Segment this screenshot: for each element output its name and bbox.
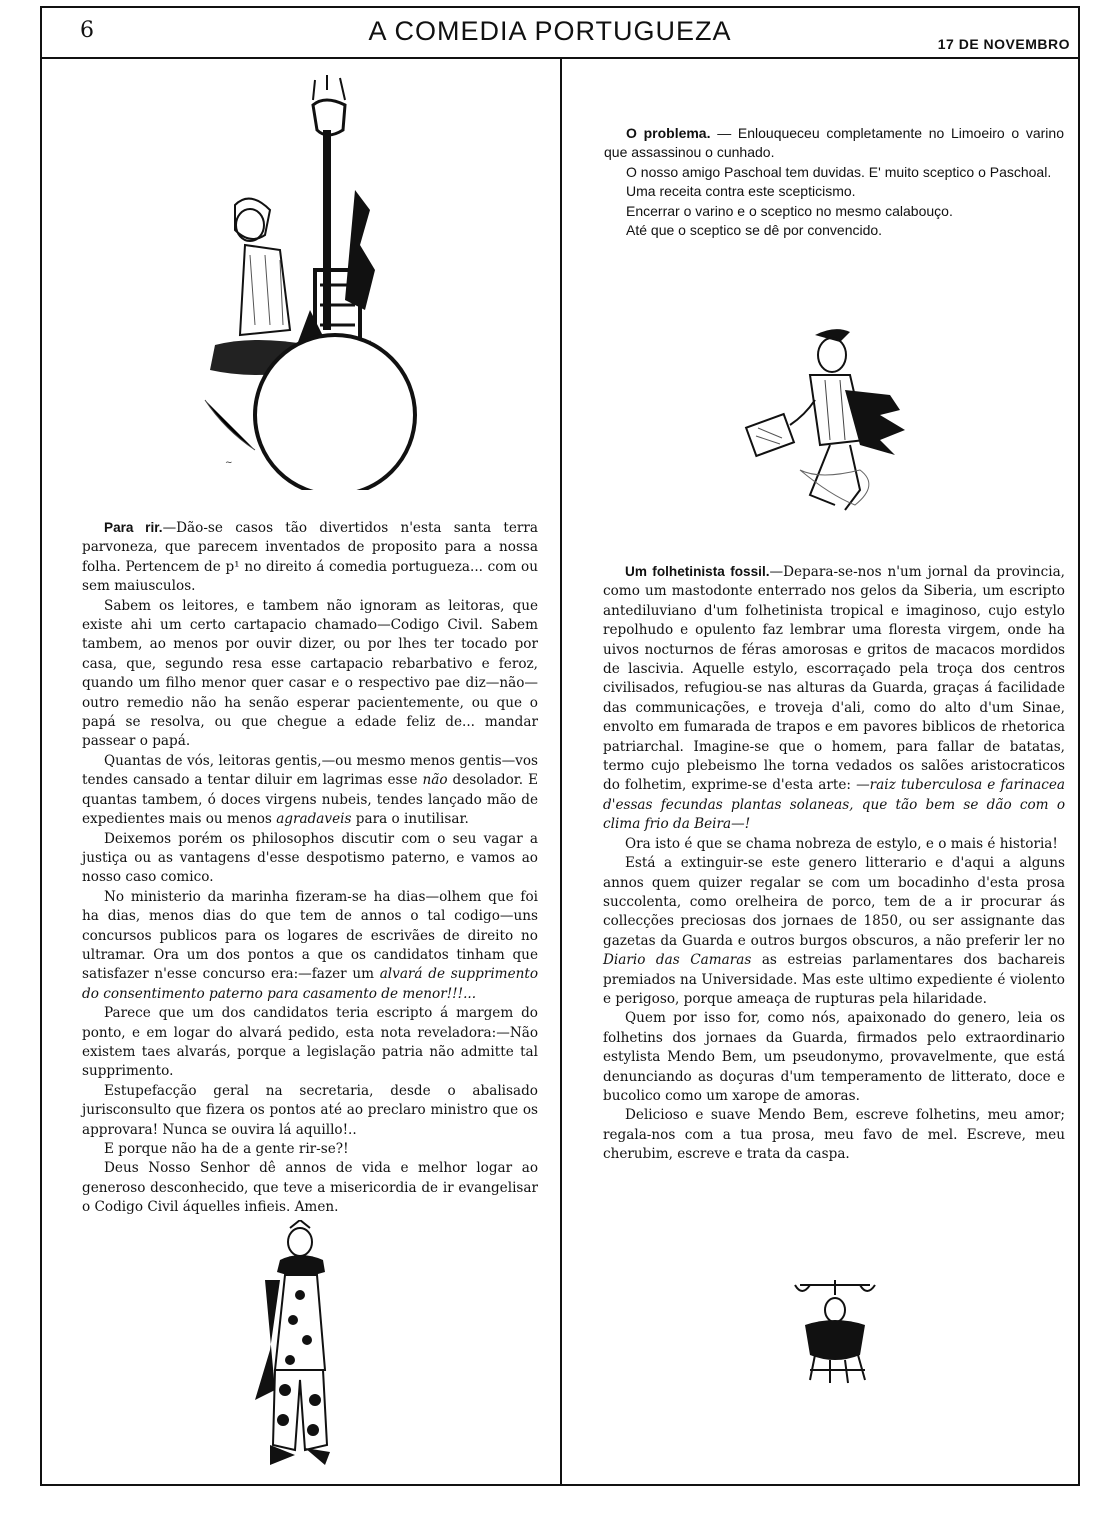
para-rir-p8: E porque não ha de a gente rir-se?! xyxy=(104,1141,349,1157)
problema-l4: Encerrar o varino e o sceptico no mesmo calabouço. xyxy=(626,202,953,219)
column-divider xyxy=(560,57,562,1486)
problema-l2: O nosso amigo Paschoal tem duvidas. E' muito sceptico o Paschoal. xyxy=(626,163,1052,180)
article-problema xyxy=(604,124,1064,240)
scale-figure-illustration xyxy=(780,1275,890,1385)
article-folhetinista: Um folhetinista fossil.—Depara-se-nos n'um jornal da provincia, como um mastodonte enterrado nos gelos da Siberia, um escripto antediluviano d'um folhetinista tropical e imaginoso, cujo estylo repolhudo e opulento faz lembrar uma floresta virgem, onde ha uivos nocturnos de féras amorosas e gritos de macacos mordidos de lascivia. Aquelle estylo, escorraçado pela troça dos centros civilisados, refugiou-se nas alturas da Guarda, graças á facilidade das communicações, e troveja d'ali, como do alto d'um Sinae, envolto em fumarada de trapos e em pavores biblicos de rhetorica patriarchal. Imagine-se que o homem, para fallar de batatas, termo cujo plebeismo lhe torna vedados os salões aristocraticos do folhetim, exprime-se d'esta arte: —raiz tuberculosa e farinacea d'essas fecundas plantas solaneas, que tão bem se dão com o clima frio da Beira—! Ora isto é que se chama nobreza de estylo, e o mais é historia! Está a extinguir-se este genero litterario e d'aqui a alguns annos quem quizer regalar se com um bocadinho d'esta prosa succolenta, como orelheira de porco, tem de a ir procurar ás collecções preciosas dos jornaes de 1850, ou ser assignante das gazetas da Guarda e outros burgos obscuros, a não preferir ler no Diario das Camaras as estreias parlamentares dos bachareis premiados na Universidade. Mas este ultimo expediente é violento e perigoso, porque ameaça de rupturas pela hilaridade. Quem por isso for, como nós, apaixonado do genero, leia os folhetins dos jornaes da Guarda, firmados pelo extraordinario estylista Mendo Bem, um pseudonymo, provavelmente, que está denunciando as doçuras d'um temperamento de litterato, doce e bucolico como um xarope de amoras. Delicioso e suave Mendo Bem, escreve folhetins, meu amor; regala-nos com a tua prosa, meu favo de mel. Escreve, meu cherubim, escreve e trata da caspa. xyxy=(603,562,1065,1165)
problema-l3: Uma receita contra este scepticismo. xyxy=(626,183,856,200)
heading-para-rir: Para rir. xyxy=(104,520,163,535)
folhetinista-p5: Delicioso e suave Mendo Bem, escreve folhetins, meu amor; regala-nos com a tua prosa, meu favo de mel. Escreve, meu cherubim, escreve e trata da caspa. xyxy=(603,1107,1065,1163)
lamp-woman-illustration xyxy=(195,70,445,490)
problema-l1: — Enlouqueceu completamente no Limoeiro o varino que assassinou o cunhado. xyxy=(604,125,1064,161)
para-rir-p3: Quantas de vós, leitoras gentis,—ou mesmo menos gentis—vos tendes cansado a tentar diluir em lagrimas esse não desolador. E quantas tambem, ó doces virgens nubeis, tendes lançado mão de expedientes mais ou menos agradaveis para o inutilisar. xyxy=(82,752,539,828)
heading-problema: O problema. xyxy=(626,125,711,141)
para-rir-p1: —Dão-se casos tão divertidos n'esta santa terra parvoneza, que parecem inventados de proposito para a nossa folha. Pertencem de p¹ no direito á comedia portugueza... com ou sem maiusculos. xyxy=(82,520,539,595)
heading-folhetinista: Um folhetinista fossil. xyxy=(625,564,770,579)
folhetinista-p2: Ora isto é que se chama nobreza de estylo, e o mais é historia! xyxy=(625,835,1058,852)
para-rir-p5: No ministerio da marinha fizeram-se ha dias—olhem que foi ha dias, menos dias do que tem de annos o tal codigo—uns concursos publicos para os logares de escrivães de direito no ultramar. Ora um dos pontos a que os candidatos tinham que satisfazer n'esse concurso era:—fazer um alvará de supprimento do consentimento paterno para casamento de menor!!!... xyxy=(82,888,539,1002)
masthead-title: A COMEDIA PORTUGUEZA xyxy=(368,16,732,46)
clown-illustration xyxy=(245,1220,375,1480)
para-rir-p9: Deus Nosso Senhor dê annos de vida e melhor logar ao generoso desconhecido, que teve a misericordia de ir evangelisar o Codigo Civil áquelles infieis. Amen. xyxy=(82,1160,538,1216)
issue-date: 17 DE NOVEMBRO xyxy=(937,36,1070,52)
folhetinista-p3: Está a extinguir-se este genero litterario e d'aqui a alguns annos quem quizer regalar se com um bocadinho d'esta prosa succolenta, como orelheira de porco, tem de a ir procurar ás collecções preciosas dos jornaes de 1850, ou ser assignante das gazetas da Guarda e outros burgos obscuros, a não preferir ler no Diario das Camaras as estreias parlamentares dos bachareis premiados na Universidade. Mas este ultimo expediente é violento e perigoso, porque ameaça de rupturas pela hilaridade. xyxy=(603,855,1065,1007)
para-rir-p4: Deixemos porém os philosophos discutir com o seu vagar a justiça ou as vantagens d'esse despotismo paterno, e vamos ao nosso caso comico. xyxy=(82,830,538,886)
para-rir-p2: Sabem os leitores, e tambem não ignoram as leitoras, que existe ahi um certo cartapacio chamado—Codigo Civil. Sabem tambem, ao menos por ouvir dizer, ou por lhes ter tocado por casa, que, segundo resa esse cartapacio rebarbativo e feroz, quando um filho menor quer casar e o respectivo pae diz—não—outro remedio não ha senão esperar pacientemente, ou que o papá se resolva, ou que chegue a edade feliz de... mandar passear o papá. xyxy=(82,597,538,750)
running-man-illustration xyxy=(740,320,950,530)
problema-l5: Até que o sceptico se dê por convencido. xyxy=(626,222,883,239)
folhetinista-p4: Quem por isso for, como nós, apaixonado do genero, leia os folhetins dos jornaes da Guarda, firmados pelo extraordinario estylista Mendo Bem, um pseudonymo, provavelmente, que está denunciando as doçuras d'um temperamento de litterato, doce e bucolico como um xarope de amoras. xyxy=(603,1010,1065,1104)
artist-signature: ~ xyxy=(225,458,233,468)
article-para-rir xyxy=(82,518,538,1218)
page-number: 6 xyxy=(80,18,94,43)
para-rir-p7: Estupefacção geral na secretaria, desde o abalisado jurisconsulto que fizera os pontos até ao preclaro ministro que os approvara! Nunca se ouvira lá aquillo!.. xyxy=(82,1082,538,1138)
para-rir-p6: Parece que um dos candidatos teria escripto á margem do ponto, e em logar do alvará pedido, esta nota reveladora:—Não existem taes alvarás, porque a legislação patria não admitte tal supprimento. xyxy=(82,1005,538,1080)
